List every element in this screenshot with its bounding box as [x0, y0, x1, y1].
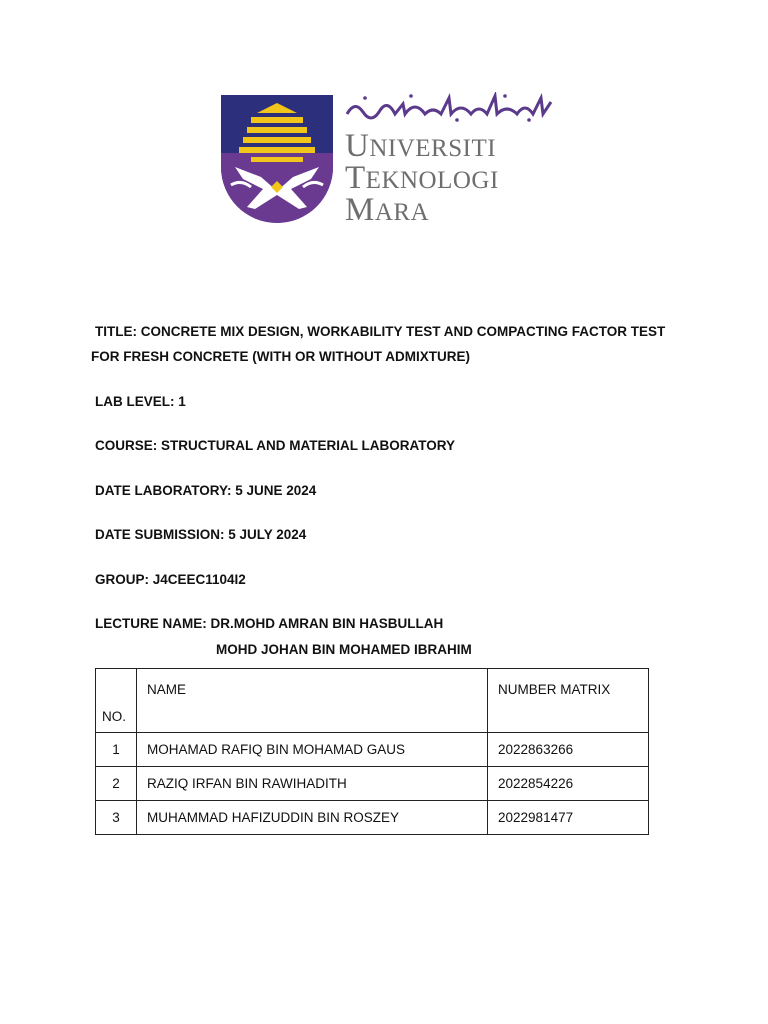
cell-no: 1 — [96, 733, 137, 767]
report-title-line-1: TITLE: CONCRETE MIX DESIGN, WORKABILITY TEST AND COMPACTING FACTOR TEST — [95, 324, 666, 339]
table-row — [96, 733, 649, 767]
jawi-script-logo — [345, 92, 553, 122]
date-submission: DATE SUBMISSION: 5 JULY 2024 — [95, 527, 307, 542]
cell-name: MOHAMAD RAFIQ BIN MOHAMAD GAUS — [137, 733, 488, 767]
wordmark-teknologi: TEKNOLOGI — [345, 160, 499, 196]
header-name: NAME — [137, 669, 488, 733]
cell-name: RAZIQ IRFAN BIN RAWIHADITH — [137, 767, 488, 801]
group-members-table — [95, 668, 649, 835]
table-row — [96, 801, 649, 835]
cell-matrix: 2022854226 — [488, 767, 649, 801]
uitm-logo — [221, 92, 553, 226]
header-number-matrix: NUMBER MATRIX — [488, 669, 649, 733]
wordmark-mara: MARA — [345, 192, 430, 228]
table-row — [96, 767, 649, 801]
lab-level: LAB LEVEL: 1 — [95, 394, 186, 409]
header-no: NO. — [96, 669, 137, 733]
lecturer-name-2: MOHD JOHAN BIN MOHAMED IBRAHIM — [216, 642, 472, 657]
group: GROUP: J4CEEC1104I2 — [95, 572, 246, 587]
uitm-wordmark — [345, 92, 555, 226]
cell-no: 3 — [96, 801, 137, 835]
report-title-line-2: FOR FRESH CONCRETE (WITH OR WITHOUT ADMIXTURE) — [91, 349, 470, 364]
cell-name: MUHAMMAD HAFIZUDDIN BIN ROSZEY — [137, 801, 488, 835]
table-header-row — [96, 669, 649, 733]
uitm-emblem-icon — [221, 95, 333, 223]
cell-matrix: 2022981477 — [488, 801, 649, 835]
cell-no: 2 — [96, 767, 137, 801]
date-laboratory: DATE LABORATORY: 5 JUNE 2024 — [95, 483, 317, 498]
wordmark-universiti: UNIVERSITI — [345, 128, 497, 164]
lecturer-name-1: LECTURE NAME: DR.MOHD AMRAN BIN HASBULLAH — [95, 616, 444, 631]
cell-matrix: 2022863266 — [488, 733, 649, 767]
course: COURSE: STRUCTURAL AND MATERIAL LABORATORY — [95, 438, 455, 453]
